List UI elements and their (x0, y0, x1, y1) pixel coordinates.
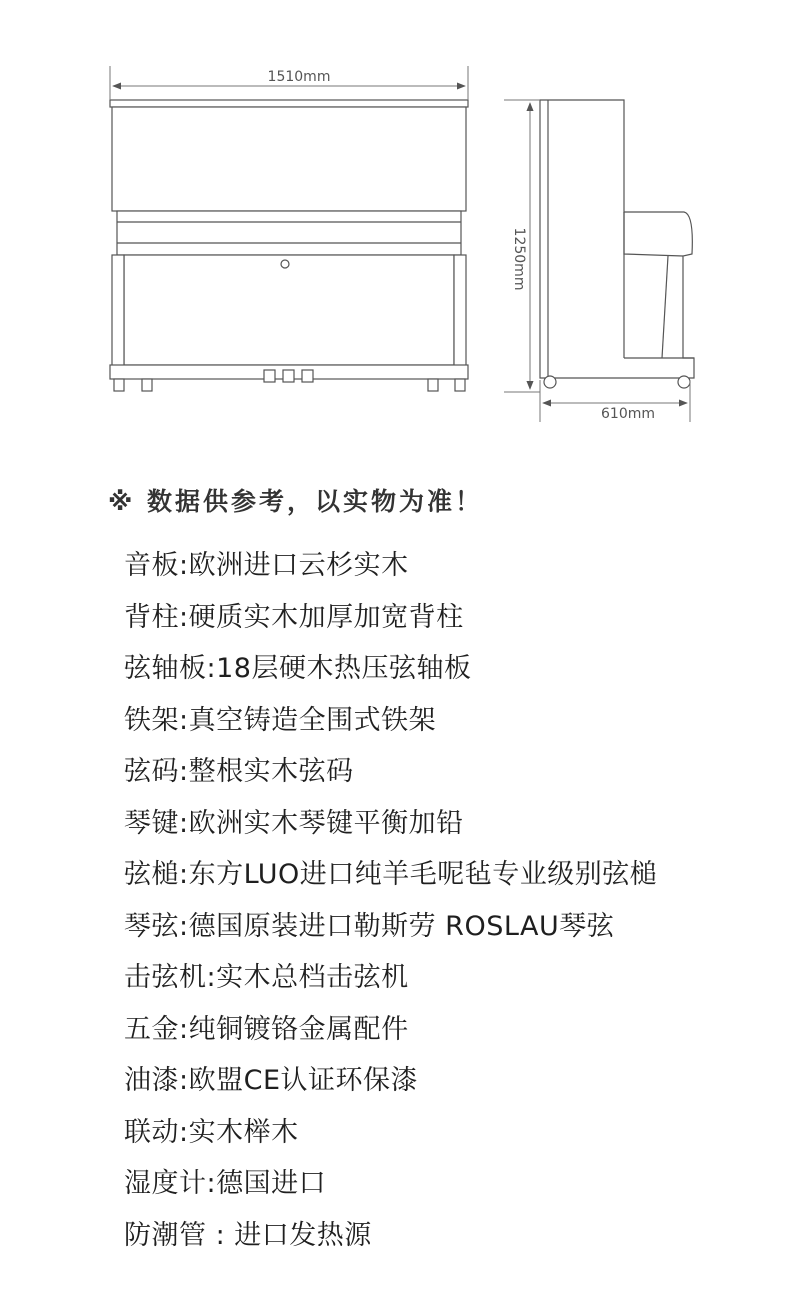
spec-bridge: 弦码:整根实木弦码 (124, 756, 354, 787)
front-foot (428, 379, 438, 391)
depth-label: 610mm (601, 406, 655, 422)
front-top-lid (110, 100, 468, 107)
width-label: 1510mm (267, 69, 331, 85)
spec-hygrometer: 湿度计:德国进口 (124, 1168, 327, 1199)
front-keybed (117, 211, 461, 255)
front-lock (281, 260, 289, 268)
spec-strings: 琴弦:德国原装进口勒斯劳 ROSLAU琴弦 (124, 910, 615, 942)
front-right-leg (454, 255, 466, 370)
front-foot (114, 379, 124, 391)
spec-hardware: 五金:纯铜镀铬金属配件 (124, 1013, 409, 1045)
side-caster-back (544, 376, 556, 388)
spec-action: 击弦机:实木总档击弦机 (124, 962, 409, 993)
spec-linkage: 联动:实木榉木 (124, 1116, 299, 1148)
front-left-leg (112, 255, 124, 370)
front-pedal-middle (283, 370, 294, 382)
spec-pinblock: 弦轴板:18层硬木热压弦轴板 (124, 653, 472, 684)
front-lower-cabinet (124, 255, 454, 365)
spec-hammers: 弦槌:东方LUO进口纯羊毛呢毡专业级别弦槌 (124, 859, 658, 890)
spec-back-posts: 背柱:硬质实木加厚加宽背柱 (124, 601, 464, 633)
spec-soundboard: 音板:欧洲进口云杉实木 (124, 550, 409, 581)
piano-dimension-diagram (0, 0, 790, 440)
spec-paint: 油漆:欧盟CE认证环保漆 (124, 1065, 419, 1096)
reference-note: ※ 数据供参考，以实物为准！ (108, 487, 484, 516)
height-label: 1250mm (511, 227, 527, 291)
piano-front-view (110, 100, 468, 391)
spec-keys: 琴键:欧洲实木琴键平衡加铅 (124, 807, 464, 839)
front-pedal-left (264, 370, 275, 382)
side-body (540, 100, 694, 378)
spec-list (124, 540, 657, 1261)
front-pedal-right (302, 370, 313, 382)
front-upper-cabinet (112, 107, 466, 211)
front-foot (142, 379, 152, 391)
front-foot (455, 379, 465, 391)
piano-side-view (540, 100, 694, 388)
spec-dampp-chaser: 防潮管 : 进口发热源 (124, 1219, 372, 1251)
spec-iron-frame: 铁架:真空铸造全围式铁架 (124, 704, 437, 736)
side-caster-front (678, 376, 690, 388)
